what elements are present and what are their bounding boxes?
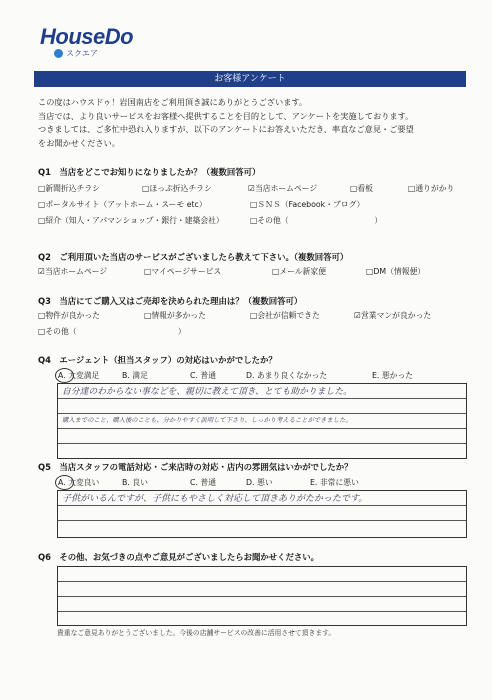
- q6-title: Q6 その他、お気づきの点やご意見がございましたらお聞かせください。: [38, 552, 319, 562]
- q2-options: [38, 264, 468, 280]
- q4-handwritten-answer: 購入までのこと、購入後のことも、分かりやすく説明して下さり、しっかり考えることができました。: [62, 417, 352, 424]
- q5-title: Q5 当店スタッフの電話対応・ご来店時の対応・店内の雰囲気はいかがでしたか？: [38, 462, 353, 472]
- logo-sub-text: スクエア: [66, 49, 98, 58]
- q1-option[interactable]: ☑当店ホームページ: [248, 184, 318, 193]
- q4-option-b[interactable]: B. 満足: [122, 371, 148, 380]
- q5-option-e[interactable]: E. 非常に悪い: [310, 478, 359, 487]
- q1-option[interactable]: □ほっぷ折込チラシ: [142, 184, 212, 193]
- q4-handwritten-answer: 自分達のわからない事などを、親切に教えて頂き、とても助かりました。: [62, 387, 352, 397]
- q1-option[interactable]: □紹介（知人・アパマンショップ・銀行・建築会社）: [38, 216, 224, 225]
- intro-line: 当店では、より良いサービスをお客様へ提供することを目的として、アンケートを実施しております。: [38, 110, 414, 121]
- intro-text: [38, 96, 468, 150]
- q5-options: [58, 475, 488, 491]
- q4-selection-circle: [55, 368, 74, 383]
- q4-option-d[interactable]: D. あまり良くなかった: [246, 371, 328, 380]
- q1-option[interactable]: □看板: [350, 184, 373, 193]
- q2-option[interactable]: □メール新家便: [272, 267, 326, 276]
- q3-option[interactable]: ☑営業マンが良かった: [354, 311, 432, 320]
- q3-option[interactable]: □会社が信頼できた: [250, 311, 320, 320]
- q3-option[interactable]: □その他（ ）: [38, 327, 186, 336]
- q4-options: [58, 368, 488, 384]
- q3-option[interactable]: □物件が良かった: [38, 311, 100, 320]
- q4-title: Q4 エージェント（担当スタッフ）の対応はいかがでしたか？: [38, 355, 277, 365]
- logo-main: HouseDo: [40, 24, 134, 49]
- q2-option[interactable]: □DM（情報便）: [366, 267, 426, 276]
- survey-title-banner: お客様アンケート: [34, 71, 466, 87]
- q2-option[interactable]: □マイページサービス: [144, 267, 222, 276]
- q3-option[interactable]: □情報が多かった: [144, 311, 206, 320]
- q6-answer-box[interactable]: [57, 566, 467, 626]
- q1-option[interactable]: □ポータルサイト（アットホーム・スーモ etc）: [38, 200, 207, 209]
- q5-selection-circle: [55, 475, 74, 490]
- q5-option-a[interactable]: A. 大変良い: [58, 478, 100, 487]
- q4-option-e[interactable]: E. 悪かった: [372, 371, 414, 380]
- q5-handwritten-answer: 子供がいるんですが、子供にもやさしく対応して頂きありがたかったです。: [62, 494, 368, 504]
- q1-option[interactable]: □新聞折込チラシ: [38, 184, 100, 193]
- intro-line: をお聞かせください。: [38, 137, 120, 148]
- q1-option[interactable]: □その他（ ）: [250, 216, 383, 225]
- logo-mark-icon: [54, 49, 63, 58]
- q1-option[interactable]: □ＳＮＳ（Facebook・ブログ）: [250, 200, 365, 209]
- footer-note: 貴重なご意見ありがとうございました。今後の店舗サービスの改善に活用させて頂きます。: [57, 629, 336, 637]
- q1-option[interactable]: □通りがかり: [408, 184, 455, 193]
- q2-title: Q2 ご利用頂いた当店のサービスがございましたら教えて下さい。（複数回答可）: [38, 252, 349, 262]
- q5-option-d[interactable]: D. 悪い: [246, 478, 273, 487]
- q5-option-b[interactable]: B. 良い: [122, 478, 148, 487]
- intro-line: つきましては、ご多忙中恐れ入りますが、以下のアンケートにお答えいただき、率直なご意見・ご要望: [38, 124, 414, 134]
- q3-options: [38, 308, 468, 340]
- q4-option-c[interactable]: C. 普通: [190, 371, 216, 380]
- q1-title: Q1 当店をどこでお知りになりましたか？（複数回答可）: [38, 167, 261, 177]
- logo: [40, 24, 133, 59]
- q4-option-a[interactable]: A. 大変満足: [58, 371, 100, 380]
- q3-title: Q3 当店にてご購入又はご売却を決められた理由は？（複数回答可）: [38, 296, 303, 306]
- q5-option-c[interactable]: C. 普通: [190, 478, 216, 487]
- q1-options: [38, 181, 468, 229]
- intro-line: この度はハウスドゥ！岩国南店をご利用頂き誠にありがとうございます。: [38, 97, 308, 107]
- q2-option[interactable]: ☑当店ホームページ: [38, 267, 108, 276]
